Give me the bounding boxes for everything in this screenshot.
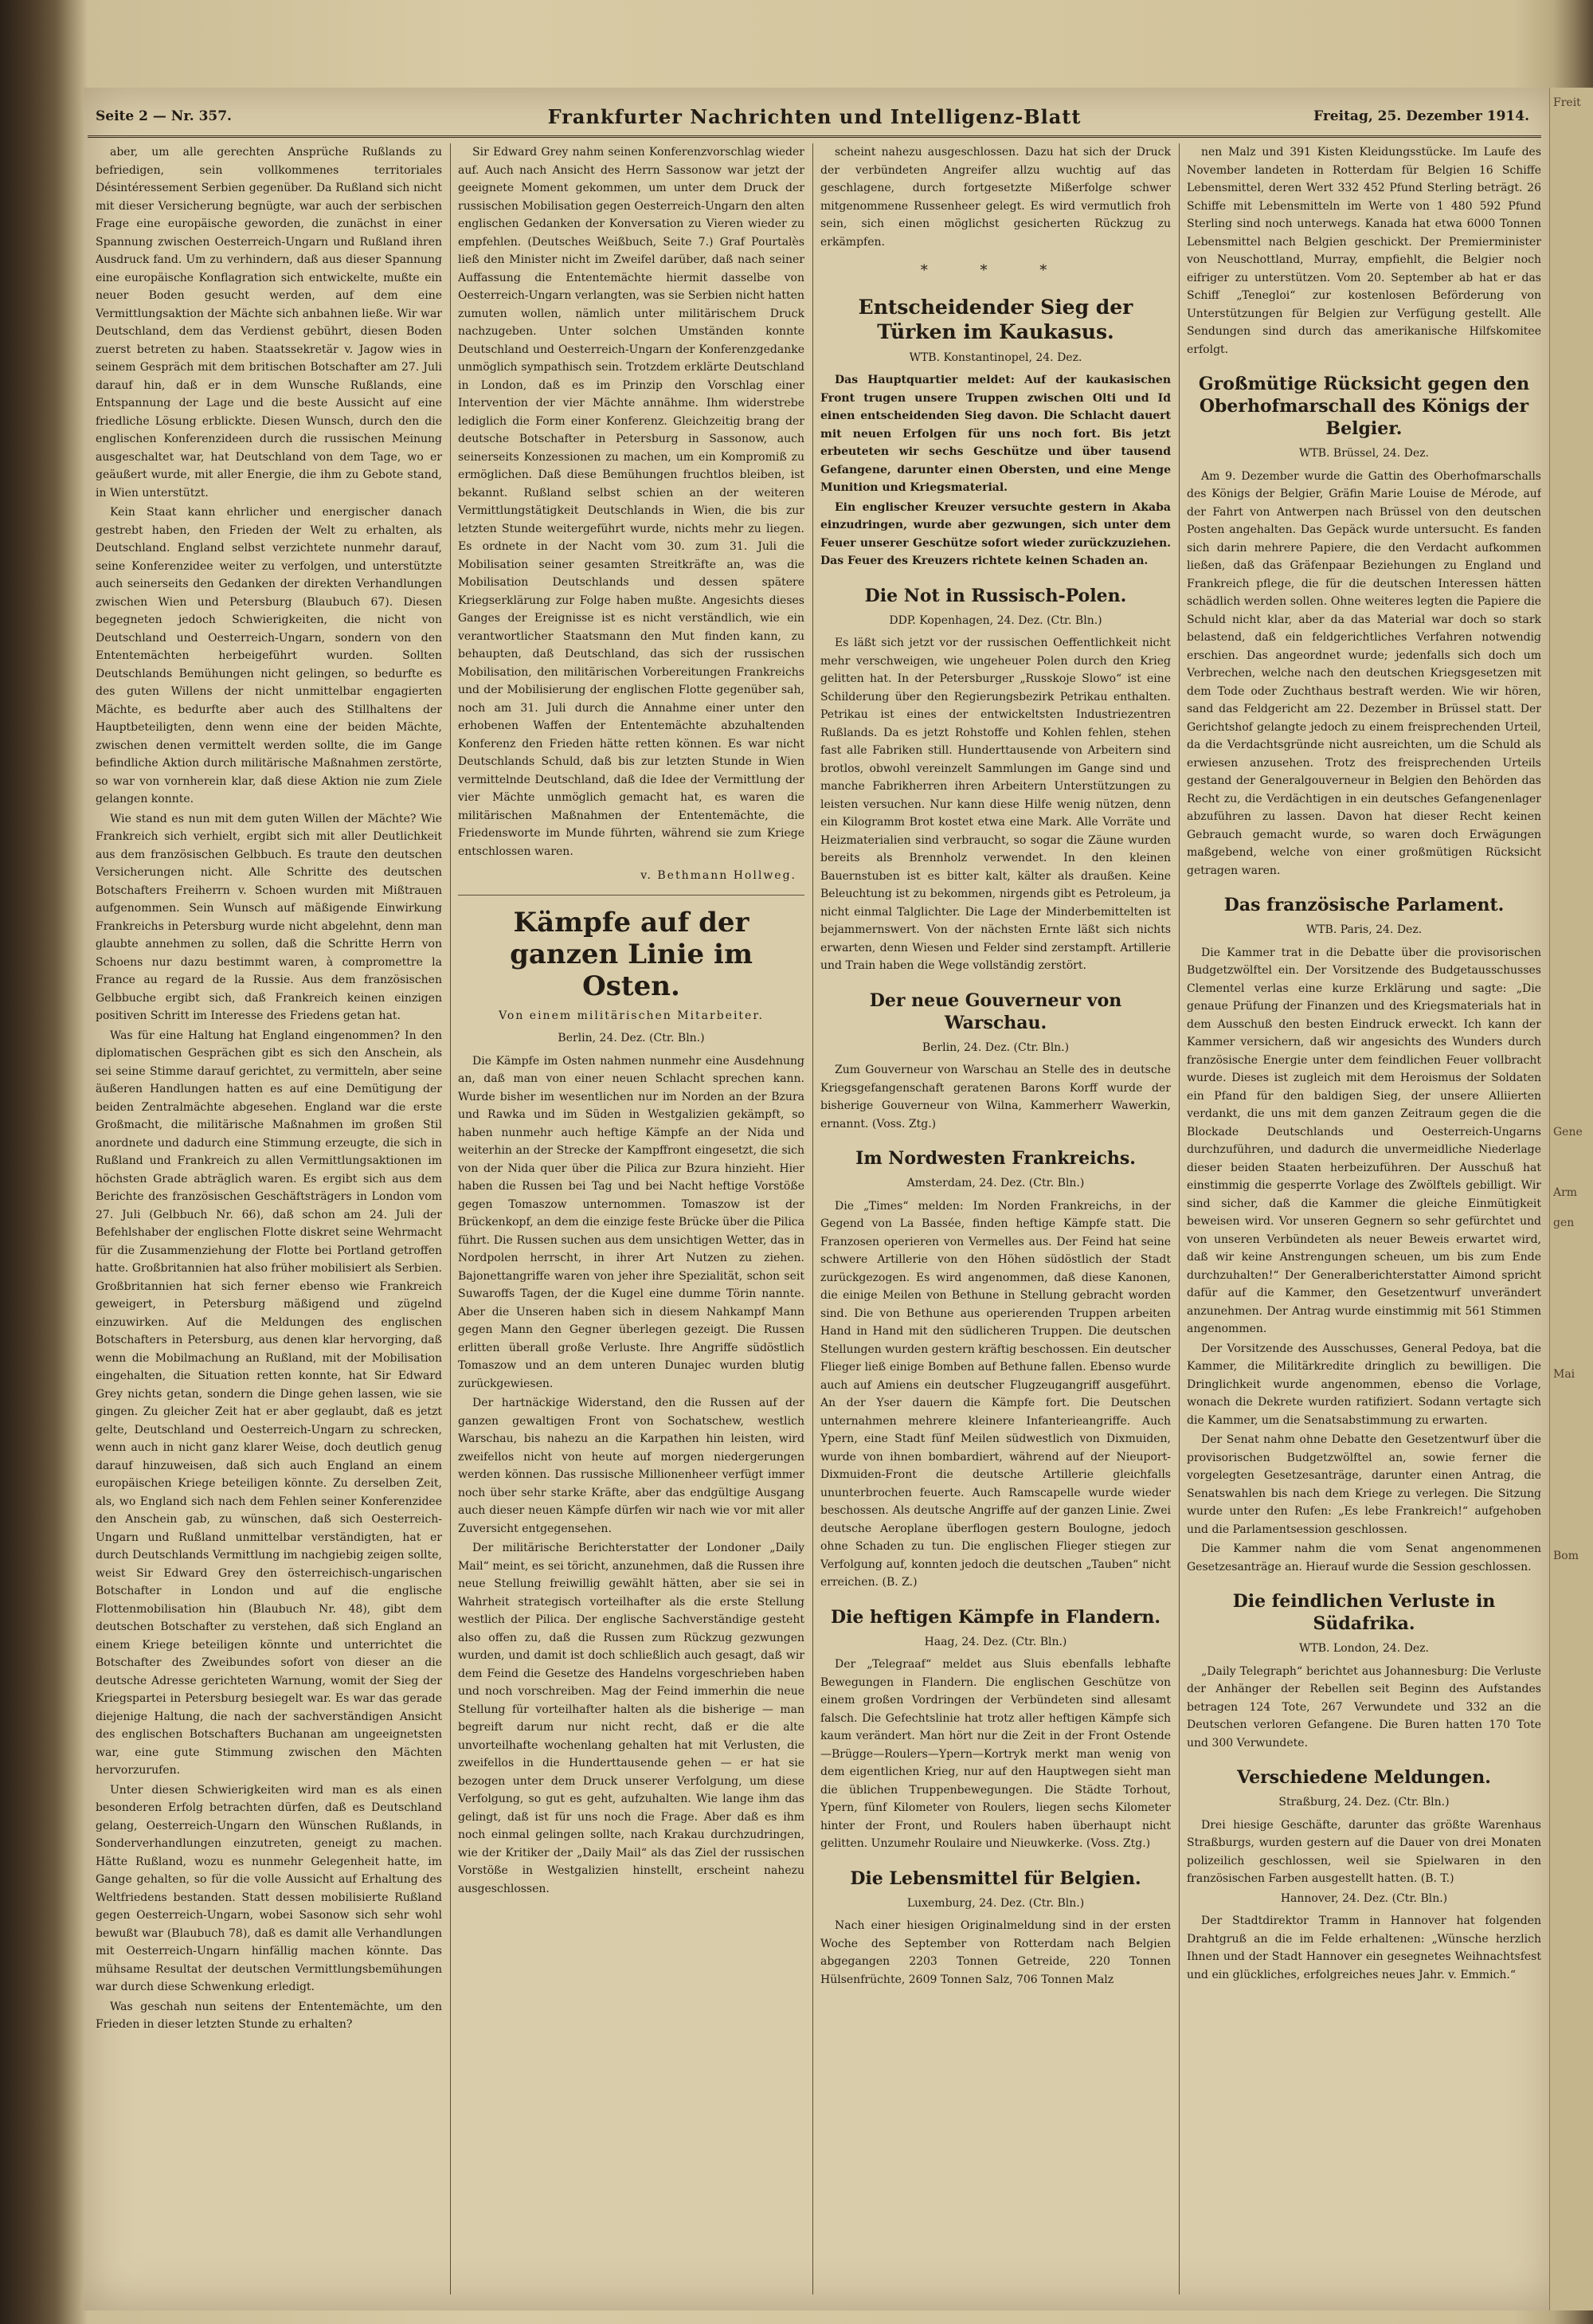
edge-text-line: Freit	[1553, 96, 1581, 109]
edge-text-line	[1553, 148, 1593, 178]
column-3	[820, 143, 1171, 2295]
paragraph: Wie stand es nun mit dem guten Willen der Mächte? Wie Frankreich sich verhielt, ergibt sich mit aller Deutlichkeit aus dem französischen Gelbbuch. Es traute den deutschen Versicherungen nicht. Alle Schritte des deutschen Botschafters Freiherrn v. Schoen wurden mit Mißtrauen aufgenommen. Sein Wunsch auf mäßigende Einwirkung Frankreichs in Petersburg wurde nicht abgelehnt, denn man glaubte annehmen zu sollen, daß die Schritte Herrn von Schoens nur dazu bestimmt waren, à compromettre la France au regard de la Russie. Aus dem französischen Gelbbuche ergibt sich, daß Frankreich keinen einzigen positiven Schritt im Interesse des Friedens getan hat.	[96, 812, 442, 1022]
column-2	[458, 143, 804, 2295]
edge-text-line	[1553, 1420, 1593, 1450]
paragraph: nen Malz und 391 Kisten Kleidungsstücke. Im Laufe des November landeten in Rotterdam für Belgien 16 Schiffe Lebensmittel, deren Wert 332 452 Pfund Sterling beträgt. 26 Schiffe mit Lebensmitteln im Werte von 1 480 592 Pfund Sterling sind noch unterwegs. Kanada hat etwa 6000 Tonnen Lebensmittel nach Belgien geschickt. Der Premierminister von Neuschottland, Murray, empfiehlt, die Belgier noch eifriger zu unterstützen. Vom 20. September ab hat er das Schiff „Tenegloi“ zur kostenlosen Beförderung von Unterstützungen für Belgien zur Verfügung gestellt. Alle Sendungen sind durch das amerikanische Hilfskomitee erfolgt.	[1187, 146, 1541, 356]
edge-text-line	[1553, 542, 1593, 572]
dateline: Hannover, 24. Dez. (Ctr. Bln.)	[1280, 1891, 1448, 1905]
adjacent-page-edge	[1549, 88, 1593, 2310]
paragraph: Was für eine Haltung hat England eingenommen? In den diplomatischen Gesprächen gibt es sich den Anschein, als sei seine Stimme darauf gerichtet, zu vermitteln, aber seine äußeren Handlungen hatten es auf eine Demütigung der beiden Zentralmächte abgesehen. England war die erste Großmacht, die militärische Maßnahmen im großen Stil anordnete und dadurch eine Stimmung erzeugte, die sich in Rußland und Frankreich zu allen Vermittlungsaktionen im höchsten Grade abträglich waren. Es ergibt sich aus dem Berichte des französischen Geschäftsträgers in London vom 27. Juli (Gelbbuch Nr. 66), daß schon am 24. Juli der Befehlshaber der englischen Flotte diskret seine Wehrmacht für die Zusammenziehung der Flotte bei Portland getroffen hatte. Großbritannien hat also früher mobilisiert als Serbien. Großbritannien hat sich ferner ebenso wie Frankreich geweigert, in Petersburg mäßigend und zügelnd einzuwirken. Auf die Meldungen des englischen Botschafters in Petersburg, aus denen klar hervorging, daß wenn die Mobilmachung an Rußland, mit der Mobilisation eingehalten, die Situation retten konnte, hat Sir Edward Grey nichts getan, sondern die Dinge gehen lassen, wie sie gingen. Zu gleicher Zeit hat er aber geglaubt, daß es jetzt gelte, Deutschland und Oesterreich-Ungarn zu schrecken, wenn auch in nicht ganz klarer Weise, doch deutlich genug darauf hinzuweisen, daß sich auch England an einem europäischen Kriege beteiligen könnte. Zu derselben Zeit, als, wo England sich nach dem Fehlen seiner Konferenzidee den Anschein gab, zu wünschen, daß sich Oesterreich-Ungarn und Rußland unmittelbar verständigten, hat er durch Deutschlands Vermittlung im nachgiebig zeigen sollte, weist Sir Edward Grey den österreichisch-ungarischen Botschafter in London und auf die englische Flottenmobilisation hin (Blaubuch Nr. 48), gibt dem deutschen Botschafter zu verstehen, daß sich England an einem Kriege beteiligen könnte und unterrichtet die Botschafter des Zweibundes sofort von dieser an die deutsche Adresse gerichteten Warnung, womit der Sieg der Kriegspartei in Petersburg besiegelt war. Es war das gerade diejenige Haltung, die nach der sachverständigen Ansicht des englischen Botschafters Buchanan am ungeeignetsten war, eine gute Stimmung zwischen den Mächten hervorzurufen.	[96, 1029, 442, 1777]
edge-text-line	[1553, 754, 1593, 784]
dateline: WTB. Paris, 24. Dez.	[1305, 923, 1423, 936]
column-rule	[450, 143, 451, 2295]
paragraph: Der Stadtdirektor Tramm in Hannover hat folgenden Drahtgruß an die im Felde erhaltenen: „Wünsche herzlich Ihnen und der Stadt Hannover ein gesegnetes Weihnachtsfest und ein glückliches, erfolgreiches neues Jahr. v. Emmich.“	[1187, 1914, 1541, 1981]
article-signature: v. Bethmann Hollweg.	[640, 869, 796, 882]
paragraph: Nach einer hiesigen Originalmeldung sind in der ersten Woche des September von Rotterdam nach Belgien abgegangen 2203 Tonnen Getreide, 220 Tonnen Hülsenfrüchte, 2609 Tonnen Salz, 706 Tonnen Malz	[820, 1919, 1171, 1986]
paragraph: Ein englischer Kreuzer versuchte gestern in Akaba einzudringen, wurde aber gezwungen, sich unter dem Feuer unserer Geschütze sofort wieder zurückzuziehen. Das Feuer des Kreuzers richtete keinen Schaden an.	[820, 500, 1171, 567]
edge-text-line	[1553, 663, 1593, 693]
edge-text-line	[1553, 118, 1593, 148]
dateline: Luxemburg, 24. Dez. (Ctr. Bln.)	[906, 1896, 1085, 1910]
paragraph: Die Kammer trat in die Debatte über die provisorischen Budgetzwölftel ein. Der Vorsitzende des Budgetausschusses Clementel verlas eine kurze Erklärung und sagte: „Die genaue Prüfung der Finanzen und des Kriegsmaterials hat in dem Ausschuß den besten Eindruck erweckt. Ich kann der Kammer versichern, daß wir angesichts des Wunders durch französische Energie unter dem feindlichen Feuer vollbracht wurde. Dieses ist zugleich mit dem Heroismus der Soldaten ein Pfand für den baldigen Sieg, der unsere Alliierten verdankt, die uns mit dem ganzen Zeitraum gegen die die Blockade Deutschlands und Oesterreich-Ungarns durchzuführen, und dadurch die unvermeidliche Niederlage dieser beiden Staaten herbeizuführen. Der Ausschuß hat einstimmig die gesperrte Vorlage des Zwölftels gebilligt. Wir sind sicher, daß die Kammer die gleiche Einmütigkeit beweisen wird. Vor unseren Gegnern so sehr gefürchtet und von unseren Verbündeten als neuer Beweis erwartet wird, daß wir keine Anstrengungen scheuen, um bis zum Ende durchzuhalten!“ Der Generalberichterstatter Aimond spricht dafür auf die Kammer, den Gesetzentwurf unverändert anzunehmen. Der Antrag wurde einstimmig mit 561 Stimmen angenommen.	[1187, 946, 1541, 1335]
paragraph: Die „Times“ melden: Im Norden Frankreichs, in der Gegend von La Bassée, finden heftige Kämpfe statt. Die Franzosen operieren von Vermelles aus. Der Feind hat seine schwere Artillerie von den Höhen südöstlich der Stadt zurückgezogen. Es wird angenommen, daß diese Kanonen, die einige Meilen von Bethune in Stellung gebracht worden sind. Die von Bethune aus operierenden Truppen arbeiten Hand in Hand mit den südlicheren Truppen. Die deutschen Stellungen wurden gestern kräftig beschossen. Ein deutscher Flieger ließ einige Bomben auf Bethune fallen. Ebenso wurde auch auf Amiens ein deutscher Flugzeugangriff ausgeführt. An der Yser dauern die Kämpfe fort. Die Deutschen unternahmen mehrere kleinere Infanterieangriffe. Auch Ypern, eine Stadt fünf Meilen südwestlich von Dixmuiden, wurde von ihnen bombardiert, während auf der Nieuport-Dixmuiden-Front die deutsche Artillerie gleichfalls ununterbrochen feuerte. Auch Ramscapelle wurde wieder beschossen. Als deutsche Angriffe auf der ganzen Linie. Zwei deutsche Aeroplane überflogen gestern Boulogne, jedoch ohne Schaden zu tun. Die englischen Flieger stiegen zur Verfolgung auf, konnten jedoch die deutschen „Tauben“ nicht erreichen. (B. Z.)	[820, 1199, 1171, 1589]
dateline: WTB. Konstantinopel, 24. Dez.	[909, 351, 1082, 364]
headline-flanders: Die heftigen Kämpfe in Flandern.	[830, 1606, 1161, 1628]
edge-text-line: Bom	[1553, 1550, 1579, 1562]
column-4	[1187, 143, 1541, 2295]
issue-date: Freitag, 25. Dezember 1914.	[1313, 108, 1529, 124]
column-rule	[812, 143, 813, 2295]
edge-text-line	[1553, 1511, 1593, 1541]
edge-text-line	[1553, 421, 1593, 451]
edge-text-line	[1553, 935, 1593, 966]
edge-text-line	[1553, 451, 1593, 481]
paragraph: Unter diesen Schwierigkeiten wird man es als einen besonderen Erfolg betrachten dürfen, daß es Deutschland gelang, Oesterreich-Ungarn den Wünschen Rußlands, in Sonderverhandlungen einzutreten, geneigt zu machen. Hätte Rußland, wozu es nunmehr Gelegenheit hatte, im Gange gehalten, so für die volle Aussicht auf Erhaltung des Weltfriedens bestanden. Statt dessen mobilisierte Rußland gegen Oesterreich-Ungarn, wobei Sasonow sich sehr wohl bewußt war (Blaubuch 78), daß es damit alle Verhandlungen mit Oesterreich-Ungarn hinfällig machen könnte. Das mühsame Resultat der deutschen Vermittlungsbemühungen war durch diese Schwenkung erledigt.	[96, 1783, 442, 1993]
paragraph: Sir Edward Grey nahm seinen Konferenzvorschlag wieder auf. Auch nach Ansicht des Herrn Sassonow war jetzt der geeignete Moment gekommen, um unter dem Druck der russischen Mobilisation gegen Oesterreich-Ungarn den alten englischen Gedanken der Konversation zu Vieren wieder zu empfehlen. (Deutsches Weißbuch, Seite 7.) Graf Pourtalès ließ den Minister nicht im Zweifel darüber, daß nach seiner Auffassung die Ententemächte hiermit dasselbe von Oesterreich-Ungarn verlangten, was sie Serbien nicht hatten zumuten wollen, nämlich unter militärischem Druck nachzugeben. Unter solchen Umständen konnte Deutschland und Oesterreich-Ungarn der Konferenzgedanke unmöglich sympathisch sein. Trotzdem erklärte Deutschland in London, daß es im Prinzip den Vorschlag einer Intervention der vier Mächte annähme. Ihm widerstrebe lediglich die Form einer Konferenz. Gleichzeitig brang der deutsche Botschafter in Petersburg in Sassonow, auch seinerseits Konzessionen zu machen, um ein Kompromiß zu ermöglichen. Daß diese Bemühungen fruchtlos bleiben, ist bekannt. Rußland selbst schien an der weiteren Vermittlungstätigkeit Deutschlands in Wien, die bis zur letzten Stunde weitergeführt wurde, nichts mehr zu liegen. Es ordnete in der Nacht vom 30. zum 31. Juli die Mobilisation seiner gesamten Streitkräfte an, was die Mobilisation Deutschlands und dessen spätere Kriegserklärung zur Folge haben mußte. Angesichts dieses Ganges der Ereignisse ist es nicht verständlich, wie ein verantwortlicher Staatsmann den Mut finden kann, zu behaupten, daß Deutschland, das sich der russischen Mobilisation, den militärischen Vorbereitungen Frankreichs und der Mobilisierung der englischen Flotte gegenüber sah, noch am 31. Juli durch die Annahme einer unter den erhobenen Waffen der Ententemächte abzuhaltenden Konferenz den Frieden hätte retten können. Es war nicht Deutschlands Schuld, daß bis zur letzten Stunde in Wien vermittelnde Deutschland, daß die Idee der Vermittlung der vier Mächte unmöglich gemacht hat, es waren die militärischen Maßnahmen der Ententemächte, die Friedensworte im Munde führten, während sie zum Kriege entschlossen waren.	[458, 146, 804, 858]
paragraph: Kein Staat kann ehrlicher und energischer danach gestrebt haben, den Frieden der Welt zu erhalten, als Deutschland. England selbst verzichtete nunmehr darauf, seine Konferenzidee weiter zu verfolgen, und unterstützte auch seinerseits den Gedanken der direkten Verhandlungen zwischen Wien und Petersburg (Blaubuch 67). Diesen begegneten jedoch Schwierigkeiten, die nicht von Deutschland und Oesterreich-Ungarn, sondern von den Ententemächten herbeigeführt wurden. Sollten Deutschlands Bemühungen nicht gelingen, so bedurfte es des guten Willens der nicht unmittelbar engagierten Mächte, es bedurfte aber auch des Stillhaltens der Hauptbeteiligten, denn wenn eine der beiden Mächte, zwischen denen vermittelt werden sollte, die im Gange befindliche Aktion durch militärische Maßnahmen zerstörte, so war von vornherein klar, daß diese Aktion nie zum Ziele gelangen konnte.	[96, 506, 442, 805]
edge-text-line	[1553, 723, 1593, 754]
separator-rule	[458, 895, 804, 896]
paragraph: Der hartnäckige Widerstand, den die Russen auf der ganzen gewaltigen Front von Sochatschew, westlich Warschau, bis nahezu an die Karpathen hin leisten, wird zweifellos nicht von heute auf morgen niedergerungen werden können. Das russische Millionenheer verfügt immer noch über sehr starke Kräfte, aber das endgültige Ausgang auch dieser neuen Kämpfe dürfen wir nach wie vor mit aller Zuversicht entgegensehen.	[458, 1397, 804, 1535]
paragraph: scheint nahezu ausgeschlossen. Dazu hat sich der Druck der verbündeten Angreifer allzu wuchtig auf das geschlagene, durch fortgesetzte Mißerfolge schwer mitgenommene Russenheer gelegt. Es wird vermutlich froh sein, sich einen möglichst gesicherten Rückzug zu erkämpfen.	[820, 146, 1171, 249]
edge-text-line: Gene	[1553, 1126, 1583, 1138]
edge-text-line	[1553, 693, 1593, 723]
edge-text-line	[1553, 300, 1593, 330]
edge-text-line	[1553, 390, 1593, 421]
adjacent-page-text	[1550, 88, 1593, 1571]
paragraph: „Daily Telegraph“ berichtet aus Johannesburg: Die Verluste der Anhänger der Rebellen seit Beginn des Aufstandes betragen 124 Tote, 267 Verwundete und 332 an die Deutschen verloren Gefangene. Die Buren hatten 170 Tote und 300 Verwundete.	[1187, 1664, 1541, 1750]
edge-text-line	[1553, 360, 1593, 390]
edge-text-line	[1553, 269, 1593, 300]
edge-text-line	[1553, 330, 1593, 360]
edge-text-line	[1553, 966, 1593, 996]
edge-text-line	[1553, 784, 1593, 814]
edge-text-line	[1553, 572, 1593, 602]
paragraph: Am 9. Dezember wurde die Gattin des Oberhofmarschalls des Königs der Belgier, Gräfin Marie Louise de Mérode, auf der Fahrt von Antwerpen nach Brüssel von den deutschen Posten angehalten. Das Gepäck wurde untersucht. Es fanden sich darin mehrere Papiere, die den Verdacht aufkommen ließen, daß das Gräfenpaar Beziehungen zu England und Frankreich pflege, die für die deutschen Interessen hätten schädlich werden sollen. Ohne weiteres legten die Papiere die Schuld nicht klar, aber da das Material war doch so stark belastend, daß ein feldgerichtliches Verfahren notwendig erschien. Das angeordnet wurde; jedenfalls sich doch um Verbrechen, welche nach den deutschen Kriegsgesetzen mit dem Tode oder Zuchthaus bestraft werden. Wie wir hören, sand das Feldgericht am 22. Dezember in Brüssel statt. Der Gerichtshof gelangte jedoch zu einem freisprechenden Urteil, da die Verdachtsgründe nicht ausreichten, um die Schuld als erwiesen anzusehen. Trotz des freisprechenden Urteils gestand der Generalgouverneur in Belgien den Behörden das Recht zu, die Verdächtigen in ein deutsches Gefangenenlager abzuführen zu lassen. Davon hat dieser Recht keinen Gebrauch gemacht wurde, so waren doch Erwägungen maßgebend, welche von einer großmütigen Rücksicht getragen waren.	[1187, 469, 1541, 877]
headline-french-parliament: Das französische Parlament.	[1223, 895, 1505, 915]
edge-text-line	[1553, 511, 1593, 542]
edge-text-line	[1553, 1087, 1593, 1117]
edge-text-line	[1553, 814, 1593, 845]
column-1	[96, 143, 442, 2295]
edge-text-line: Mai	[1553, 1368, 1575, 1381]
dateline: WTB. London, 24. Dez.	[1298, 1642, 1430, 1655]
dateline: DDP. Kopenhagen, 24. Dez. (Ctr. Bln.)	[889, 613, 1102, 627]
edge-text-line	[1553, 905, 1593, 935]
headline-misc-news: Verschiedene Meldungen.	[1237, 1767, 1491, 1788]
edge-text-line	[1553, 633, 1593, 663]
paragraph: Der militärische Berichterstatter der Londoner „Daily Mail“ meint, es sei töricht, anzunehmen, daß die Russen ihre neue Stellung freiwillig gewählt hätten, aber sie sei in Wahrheit strategisch vorteilhafter als die erste Stellung westlich der Pilica. Der englische Sachverständige gesteht also offen zu, daß die Russen zum Rückzug gezwungen wurden, und damit ist doch schließlich auch gesagt, daß wir dem Feind die Gesetze des Handelns vorgeschrieben haben und noch vorschreiben. Mag der Feind immerhin die neue Stellung für vorteilhafter halten als die bisherige — man begreift darum nur nicht recht, daß er die alte unvorteilhafte wochenlang gehalten hat mit Verlusten, die zweifellos in die Hunderttausende gehen — er hat sie bezogen unter dem Druck unserer Verfolgung, um diese Verfolgung, so gut es geht, aufzuhalten. Wie lange ihm das gelingt, daß ist für uns noch die Frage. Aber daß es ihm noch einmal gelingen sollte, nach Krakau durchzudringen, wie der Kritiker der „Daily Mail“ als das Ziel der russischen Vorstöße in Westgalizien hinstellt, erscheint nahezu ausgeschlossen.	[458, 1542, 804, 1895]
headline-belgian-marshal: Großmütige Rücksicht gegen den Oberhofmarschall des Königs der Belgier.	[1198, 374, 1530, 439]
edge-text-line	[1553, 178, 1593, 209]
edge-text-line	[1553, 209, 1593, 239]
paragraph: aber, um alle gerechten Ansprüche Rußlands zu befriedigen, sein vollkommenes territoriales Désintéressement Serbien gegenüber. Da Rußland sich nicht mit dieser Versicherung begnügte, war auch der serbischen Frage eine europäische geworden, die zunächst in einer Spannung zwischen Oesterreich-Ungarn und Rußland ihren Ausdruck fand. Um zu verhindern, daß aus dieser Spannung eine europäische Konflagration sich entwickelte, mußte ein neuer Boden gesucht werden, auf dem eine Vermittlungsaktion der Mächte sich anbahnen ließe. Wir war Deutschland, dem das Verdienst gebührt, diesen Boden zuerst betreten zu haben. Staatssekretär v. Jagow wies in seinem Gespräch mit dem britischen Botschafter am 27. Juli darauf hin, daß er in dem Wunsche Rußlands, eine Entspannung der Lage und die beste Aussicht auf eine friedliche Lösung erblickte. Diesen Wunsch, durch den die englischen Konferenzideen durch die russischen Meinung ausgeschaltet war, hat Deutschland von dem Tage, wo er geäußert wurde, mit aller Energie, die ihm zu Gebote stand, in Wien unterstützt.	[96, 146, 442, 500]
edge-text-line	[1553, 1480, 1593, 1511]
edge-text-line	[1553, 1238, 1593, 1268]
paragraph: Die Kammer nahm die vom Senat angenommenen Gesetzesanträge an. Hierauf wurde die Session geschlossen.	[1187, 1542, 1541, 1574]
section-stars: * * *	[920, 262, 1071, 279]
headline-russian-poland: Die Not in Russisch-Polen.	[864, 585, 1127, 606]
edge-text-line	[1553, 1389, 1593, 1420]
edge-text-line	[1553, 1026, 1593, 1056]
paragraph: Drei hiesige Geschäfte, darunter das größte Warenhaus Straßburgs, wurden gestern auf die Dauer von drei Monaten polizeilich geschlossen, weil sie Spielwaren in den französischen Farben ausgestellt hatten. (B. T.)	[1187, 1818, 1541, 1885]
edge-text-line	[1553, 1329, 1593, 1359]
headline-warsaw-governor: Der neue Gouverneur von Warschau.	[869, 990, 1122, 1033]
column-rule	[1179, 143, 1180, 2295]
paragraph: Zum Gouverneur von Warschau an Stelle des in deutsche Kriegsgefangenschaft geratenen Barons Korff wurde der bisherige Gouverneur von Wilna, Kammerherr Wawerkin, ernannt. (Voss. Ztg.)	[820, 1064, 1171, 1131]
paragraph: Der Senat nahm ohne Debatte den Gesetzentwurf über die provisorischen Budgetzwölftel an, sowie ferner die vorgelegten Gesetzesanträge, darunter einen Antrag, die Senatswahlen bis nach dem Kriege zu verlegen. Die Sitzung wurde unter den Rufen: „Es lebe Frankreich!“ aufgehoben und die Parlamentsession geschlossen.	[1187, 1433, 1541, 1536]
edge-text-line	[1553, 1450, 1593, 1480]
edge-text-line: Arm	[1553, 1186, 1578, 1199]
byline: Von einem militärischen Mitarbeiter.	[499, 1009, 764, 1022]
page-number: Seite 2 — Nr. 357.	[96, 108, 232, 124]
paragraph: Das Hauptquartier meldet: Auf der kaukasischen Front trugen unsere Truppen zwischen Olti und Id einen entscheidenden Sieg davon. Die Schlacht dauert mit neuen Erfolgen für uns noch fort. Bis jetzt erbeuteten wir sechs Geschütze und über tausend Gefangene, darunter einen Obersten, und eine Menge Munition und Kriegsmaterial.	[820, 374, 1171, 494]
page-header	[88, 104, 1541, 138]
dateline: WTB. Brüssel, 24. Dez.	[1299, 447, 1429, 460]
edge-text-line: gen	[1553, 1217, 1575, 1229]
headline-caucasus: Entscheidender Sieg der Türken im Kaukasus.	[858, 295, 1133, 343]
edge-text-line	[1553, 1299, 1593, 1329]
dateline: Amsterdam, 24. Dez. (Ctr. Bln.)	[906, 1177, 1085, 1189]
paragraph: Der Vorsitzende des Ausschusses, General Pedoya, bat die Kammer, die Militärkredite dringlich zu bewilligen. Die Dringlichkeit wurde angenommen, ebenso die Vorlage, wonach die Dekrete wurden ratifiziert. Sodann vertagte sich die Kammer, um die Senatsabstimmung zu erwarten.	[1187, 1342, 1541, 1427]
edge-text-line	[1553, 996, 1593, 1026]
paragraph: Was geschah nun seitens der Ententemächte, um den Frieden in dieser letzten Stunde zu erhalten?	[96, 2000, 442, 2031]
edge-text-line	[1553, 1268, 1593, 1299]
edge-text-line	[1553, 1147, 1593, 1178]
edge-text-line	[1553, 481, 1593, 511]
article-bethmann-continued	[96, 143, 442, 2034]
headline-belgium-food: Die Lebensmittel für Belgien.	[850, 1867, 1141, 1889]
headline-east-battles: Kämpfe auf der ganzen Linie im Osten.	[510, 906, 753, 1002]
dateline: Berlin, 24. Dez. (Ctr. Bln.)	[922, 1041, 1070, 1054]
paragraph: Der „Telegraaf“ meldet aus Sluis ebenfalls lebhafte Bewegungen in Flandern. Die englischen Geschütze von einem großen Vordringen der Verbündeten sind allesamt falsch. Die Gefechtslinie hat trotz aller heftigen Kämpfe sich kaum verändert. Man hört nur die Zeit in der Front Ostende—Brügge—Roulers—Ypern—Kortryk merkt man wenig von dem eigentlichen Krieg, nur auf den Hauptwegen sieht man die üblichen Truppenbewegungen. Die Städte Torhout, Ypern, fünf Kilometer von Roulers, liegen sechs Kilometer hinter der Front, und Roulers haben überhaupt nicht gelitten. Unzumehr Roulaire und Nieuwkerke. (Voss. Ztg.)	[820, 1658, 1171, 1850]
paragraph: Es läßt sich jetzt vor der russischen Oeffentlichkeit nicht mehr verschweigen, wie ungeheuer Polen durch den Krieg gelitten hat. In der Petersburger „Russkoje Slowo“ ist eine Schilderung über den Regierungsbezirk Petrikau enthalten. Petrikau ist eines der entwickeltsten Industriezentren Rußlands. Da es jetzt Rohstoffe und Kohlen fehlen, stehen fast alle Fabriken still. Hunderttausende von Arbeitern sind brotlos, obwohl vereinzelt Sammlungen im Gange sind und manche Fabrikherren ihren Arbeitern Unterstützungen zu leisten versuchen. Nur kann diese Hilfe wenig nützen, denn ein Kilogramm Brot kostet etwa eine Mark. Alle Vorräte und Heizmaterialien sind verbraucht, so sogar die Zäune wurden bereits als Brennholz verwendet. In den kleinen Bauernstuben ist es bitter kalt, kälter als draußen. Keine Beleuchtung ist zu bekommen, nirgends gibt es Petroleum, ja nicht einmal Talglichter. Die Lage der Minderbemittelten ist bejammernswert. Von der nächsten Ernte läßt sich nichts erwarten, denn Wiesen und Felder sind zerstampft. Artillerie und Train haben die Wege vollständig zerstört.	[820, 637, 1171, 972]
edge-text-line	[1553, 845, 1593, 875]
edge-text-line	[1553, 602, 1593, 633]
newspaper-title: Frankfurter Nachrichten und Intelligenz-Blatt	[547, 105, 1082, 128]
headline-northwest-france: Im Nordwesten Frankreichs.	[855, 1148, 1136, 1169]
dateline: Straßburg, 24. Dez. (Ctr. Bln.)	[1278, 1796, 1450, 1809]
dateline: Haag, 24. Dez. (Ctr. Bln.)	[924, 1635, 1067, 1648]
headline-south-africa: Die feindlichen Verluste in Südafrika.	[1232, 1591, 1496, 1634]
edge-text-line	[1553, 239, 1593, 269]
edge-text-line	[1553, 1056, 1593, 1087]
dateline: Berlin, 24. Dez. (Ctr. Bln.)	[558, 1032, 705, 1044]
edge-text-line	[1553, 875, 1593, 905]
paragraph: Die Kämpfe im Osten nahmen nunmehr eine Ausdehnung an, daß man von einer neuen Schlacht sprechen kann. Wurde bisher im wesentlichen nur im Norden an der Bzura und Rawka und im Süden in Westgalizien gekämpft, so haben nunmehr auch heftige Kämpfe an der Nida und weiterhin an der Strecke der Kampffront eingesetzt, die sich von der Nida quer über die Pilica zur Bzura hinzieht. Hier haben die Russen bei Tag und bei Nacht heftige Vorstöße gegen Tomaszow unternommen. Tomaszow ist der Brückenkopf, an dem die einzige feste Brücke über die Pilica führt. Die Russen suchen aus dem unsichtigen Wetter, das in Nordpolen herrscht, in ihrer Art Nutzen zu ziehen. Bajonettangriffe waren von jeher ihre Spezialität, schon seit Suwaroffs Tagen, der die Kugel eine dumme Törin nannte. Aber die Unseren haben sich in diesem Nahkampf Mann gegen Mann den Gegner überlegen gezeigt. Die Russen erlitten überall große Verluste. Ihre Angriffe südöstlich Tomaszow und an dem unteren Dunajec wurden blutig zurückgewiesen.	[458, 1054, 804, 1390]
